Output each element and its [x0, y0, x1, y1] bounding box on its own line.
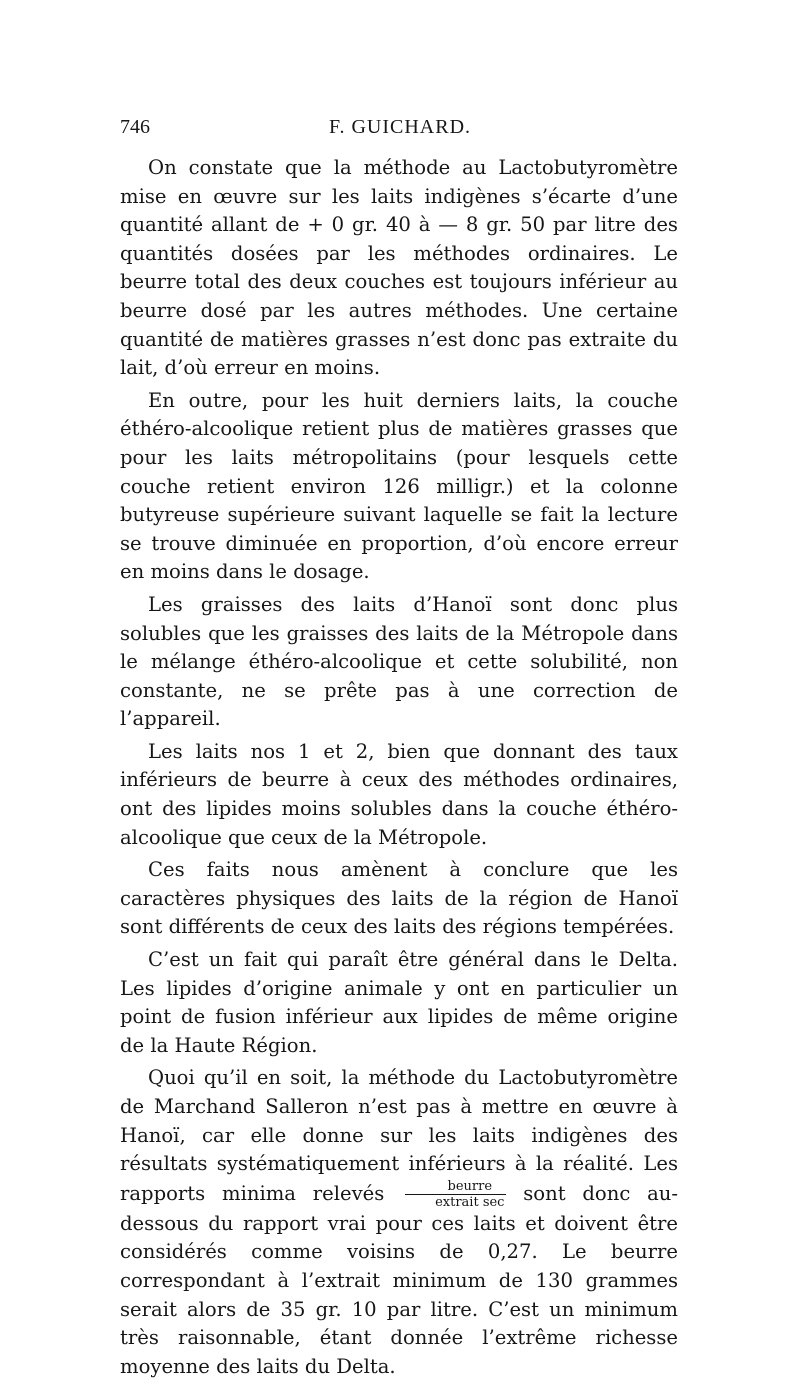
- fraction-numerator: beurre: [447, 1178, 493, 1194]
- running-author: F. GUICHARD.: [328, 116, 472, 138]
- paragraph-2: En outre, pour les huit derniers laits, la couche éthéro-alcoolique retient plus de matières grasses que pour les laits métropolitains (pour lesquels cette couche retient environ 126 milligr.) et la colonne butyreuse supérieure suivant laquelle se fait la lecture se trouve diminuée en proportion, d’où encore erreur en moins dans le dosage.: [120, 388, 678, 584]
- running-header: [120, 116, 680, 146]
- paragraph-1: On constate que la méthode au Lactobutyromètre mise en œuvre sur les laits indigènes s’écarte d’une quantité allant de + 0 gr. 40 à — 8 gr. 50 par litre des quantités dosées par les méthodes ordinaires. Le beurre total des deux couches est toujours inférieur au beurre dosé par les autres méthodes. Une certaine quantité de matières grasses n’est donc pas extraite du lait, d’où erreur en moins.: [120, 156, 678, 380]
- paragraph-7: [120, 1064, 678, 1381]
- paragraph-4: Les laits nos 1 et 2, bien que donnant des taux inférieurs de beurre à ceux des méthodes ordinaires, ont des lipides moins solubles dans la couche éthéro-alcoolique que ceux de la Métropole.: [120, 739, 678, 849]
- body-text: [120, 154, 678, 1385]
- ratio-fraction: [405, 1179, 506, 1210]
- paragraph-3: Les graisses des laits d’Hanoï sont donc plus solubles que les graisses des laits de la Métropole dans le mélange éthéro-alcoolique et cette solubilité, non constante, ne se prête pas à une correction de l’appareil.: [120, 592, 678, 731]
- paragraph-7-end: sont donc au-dessous du rapport vrai pour ces laits et doivent être considérés comme voisins de 0,27. Le beurre correspondant à l’extrait minimum de 130 grammes serait alors de 35 gr. 10 par litre. C’est un minimum très raisonnable, étant donnée l’extrême richesse moyenne des laits du Delta.: [120, 1181, 678, 1378]
- paragraph-6: C’est un fait qui paraît être général dans le Delta. Les lipides d’origine animale y ont en particulier un point de fusion inférieur aux lipides de même origine de la Haute Région.: [120, 948, 678, 1057]
- page-number: 746: [120, 116, 150, 138]
- paragraph-5: Ces faits nous amènent à conclure que les caractères physiques des laits de la région de Hanoï sont différents de ceux des laits des régions tempérées.: [120, 858, 678, 939]
- fraction-denominator: extrait sec: [405, 1194, 506, 1210]
- paragraph-7-start: Quoi qu’il en soit, la méthode du Lactobutyromètre de Marchand Salleron n’est pas à mettre en œuvre à Hanoï, car elle donne sur les laits indigènes des résultats systématiquement inférieurs à la réalité. Les rapports minima relevés: [120, 1066, 678, 1205]
